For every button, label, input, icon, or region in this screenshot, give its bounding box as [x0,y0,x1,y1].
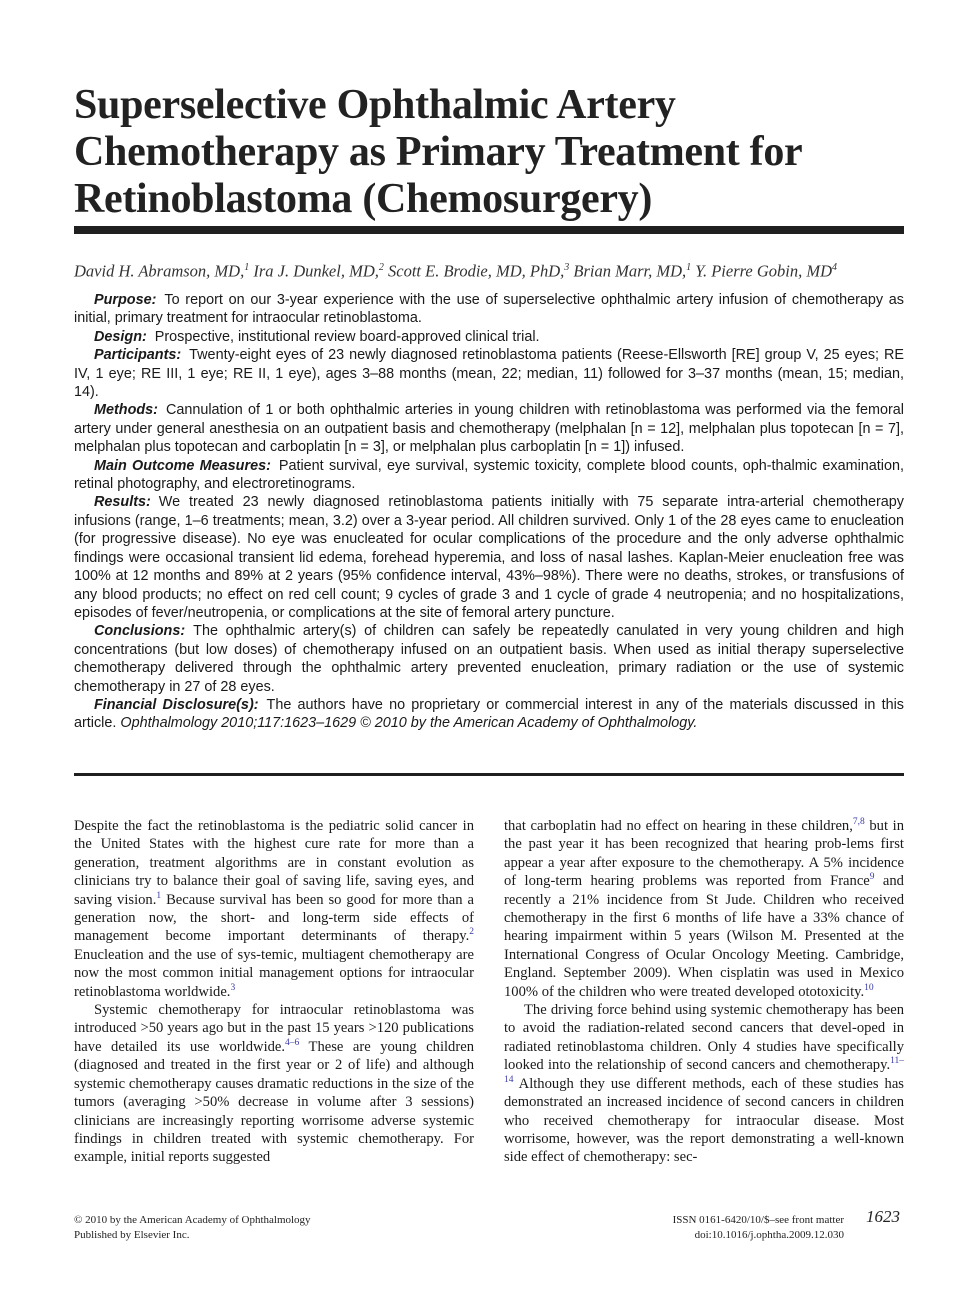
abstract-label: Main Outcome Measures: [94,457,271,474]
reference-link[interactable]: 3 [230,982,236,993]
abstract-text: The ophthalmic artery(s) of children can safely be repeatedly canulated in very young children and high concentrations (but low doses) of chemotherapy infused on an outpatient basis. When used as initial therapy superselective chemotherapy delivered through the ophthalmic artery prevented enucleation, primary radiation or the use of systemic chemotherapy in 27 of 28 eyes. [74,623,904,695]
body-text: Systemic chemotherapy for intraocular retinoblastoma was introduced >50 years ago but in the past 15 years >120 publications have detailed its use worldwide. [74,1002,474,1055]
title-divider [74,226,904,234]
author-name: Ira J. Dunkel, MD, [253,261,379,281]
abstract-outcome-measures [74,457,904,494]
abstract-text: Cannulation of 1 or both ophthalmic arteries in young children with retinoblastoma was performed via the femoral artery under general anesthesia on an outpatient basis and chemotherapy (melphalan [n = 12], melphalan plus topotecan [n = 7], melphalan plus topotecan and carboplatin [n = 3], or melphalan plus carboplatin [n = 1]) infused. [74,402,904,456]
abstract-text: Patient survival, eye survival, systemic toxicity, complete blood counts, oph-thalmic examination, retinal photography, and electroretinograms. [74,457,904,493]
body-text: but in the past year it has been recognized that hearing prob-lems first appear a year after exposure to the chemotherapy. A 5% incidence of long-term hearing problems was reported from France [504,818,905,890]
abstract-text: Twenty-eight eyes of 23 newly diagnosed retinoblastoma patients (Reese-Ellsworth [RE] group V, 25 eyes; RE IV, 1 eye; RE III, 1 eye; RE II, 1 eye), ages 3–88 months (mean, 22; median, 11) followed for 3–37 months (mean, 15; median, 14). [74,347,904,401]
reference-link[interactable]: 11–14 [504,1056,904,1085]
author-affiliation: 4 [832,262,838,273]
abstract-label: Conclusions: [94,623,186,640]
author-name: Scott E. Brodie, MD, PhD, [388,261,565,281]
abstract-label: Results: [94,494,151,511]
author-name: Brian Marr, MD, [573,261,687,281]
copyright-line: © 2010 by the American Academy of Ophthalmology [74,1214,311,1226]
body-column-right [504,817,904,1167]
title-line: Chemotherapy as Primary Treatment for [74,129,803,175]
abstract-results [74,493,904,622]
abstract [74,291,904,733]
reference-link[interactable]: 1 [156,890,162,901]
body-text: Despite the fact the retinoblastoma is the pediatric solid cancer in the United States with the highest cure rate for more than a generation, treatment algorithms are in constant evolution as clinicians try to balance their goal of saving life, saving eyes, and saving vision. [74,818,474,908]
reference-link[interactable]: 4–6 [285,1038,300,1049]
abstract-financial-disclosure [74,696,904,733]
body-text: These are young children (diagnosed and treated in the first year or 2 of life) and although systemic chemotherapy causes dramatic reductions in the size of the tumors (averaging >50% decrease in volume after 3 sessions) clinicians are increasingly reporting worrisome adverse systemic findings in children treated with systemic chemotherapy. For example, initial reports suggested [74,1038,474,1166]
body-text: Enucleation and the use of sys-temic, multiagent chemotherapy are now the most common initial management options for intraocular retinoblastoma worldwide. [74,946,474,1000]
abstract-label: Design: [94,328,147,345]
abstract-divider [74,773,904,776]
publisher-line: Published by Elsevier Inc. [74,1229,190,1241]
footer-issn [600,1213,844,1243]
author-list [74,256,904,284]
body-text: that carboplatin had no effect on hearing in these children, [504,818,853,834]
reference-link[interactable]: 2 [469,927,474,938]
abstract-text: To report on our 3-year experience with the use of superselective ophthalmic artery infusion of chemotherapy as initial, primary treatment for intraocular retinoblastoma. [74,292,904,327]
journal-citation: Ophthalmology 2010;117:1623–1629 © 2010 by the American Academy of Ophthalmology. [120,715,698,732]
reference-link[interactable]: 7,8 [852,817,865,828]
author-name: David H. Abramson, MD, [74,261,245,281]
abstract-purpose [74,291,904,328]
author-affiliation: 1 [686,262,692,273]
body-text: The driving force behind using systemic chemotherapy has been to avoid the radiation-related second cancers that devel-oped in radiated retinoblastoma children. Only 4 studies have specifically looked into the relationship of second cancers and chemotherapy. [504,1002,904,1074]
body-paragraph [504,1001,904,1167]
title-line: Superselective Ophthalmic Artery [74,82,676,128]
abstract-participants [74,346,904,401]
abstract-label: Purpose: [94,292,157,308]
abstract-text: Prospective, institutional review board-approved clinical trial. [154,328,540,345]
body-paragraph [74,1001,474,1167]
issn-line: ISSN 0161-6420/10/$–see front matter [672,1214,844,1226]
abstract-label: Financial Disclosure(s): [94,696,259,713]
abstract-text: We treated 23 newly diagnosed retinoblastoma patients initially with 75 separate intra-arterial chemotherapy infusions (range, 1–6 treatments; mean, 3.2) over a 3-year period. All children survived. Only 1 of the 28 eyes came to enucleation (for progressive disease). No eye was enucleated for ocular complications of the procedure and the only adverse ophthalmic findings were occasional transient lid edema, forehead hyperemia, and loss of nasal lashes. Kaplan-Meier enucleation free was 100% at 12 months and 89% at 2 years (95% confidence interval, 43%–98%). There were no deaths, strokes, or transfusions of any blood products; no effect on red cell count; 9 cycles of grade 3 and 1 cycle of grade 4 neutropenia; and no hospitalizations, episodes of fever/neutropenia, or complications at the site of femoral artery puncture. [74,494,904,621]
body-text: Because survival has been so good for more than a generation now, the short- and long-term side effects of management become important determinants of therapy. [74,891,474,945]
page-number: 1623 [866,1207,900,1226]
abstract-label: Methods: [94,402,158,419]
body-column-left [74,817,474,1167]
body-text: and recently a 21% incidence from St Jude. Children who received chemotherapy in the first 6 months of life have a 33% chance of hearing impairment within 5 years (Wilson M. Presented at the International Congress of Ocular Oncology Meeting. Cambridge, England. September 2009). When cisplatin was used in Mexico 100% of the children who were treated developed ototoxicity. [504,873,904,1000]
abstract-methods [74,401,904,456]
abstract-design [74,328,904,346]
author-name: Y. Pierre Gobin, MD [695,261,833,281]
footer-copyright [74,1213,311,1243]
author-affiliation: 2 [378,262,384,273]
article-title [74,82,904,223]
body-paragraph [504,817,904,1001]
body-text: Although they use different methods, each of these studies has demonstrated an increased incidence of second cancers in children who received chemotherapy for intraocular disease. Most worrisome, however, was the report demonstrating a well-known side effect of chemotherapy: sec- [504,1075,904,1166]
doi-line[interactable]: doi:10.1016/j.ophtha.2009.12.030 [694,1229,844,1241]
body-paragraph [74,817,474,1001]
title-line: Retinoblastoma (Chemosurgery) [74,176,653,222]
abstract-text: The authors have no proprietary or commercial interest in any of the materials discussed in this article. [74,696,904,732]
abstract-conclusions [74,622,904,696]
reference-link[interactable]: 10 [864,982,874,993]
abstract-label: Participants: [94,347,182,364]
reference-link[interactable]: 9 [869,872,875,883]
author-affiliation: 3 [564,262,570,273]
author-affiliation: 1 [244,262,250,273]
